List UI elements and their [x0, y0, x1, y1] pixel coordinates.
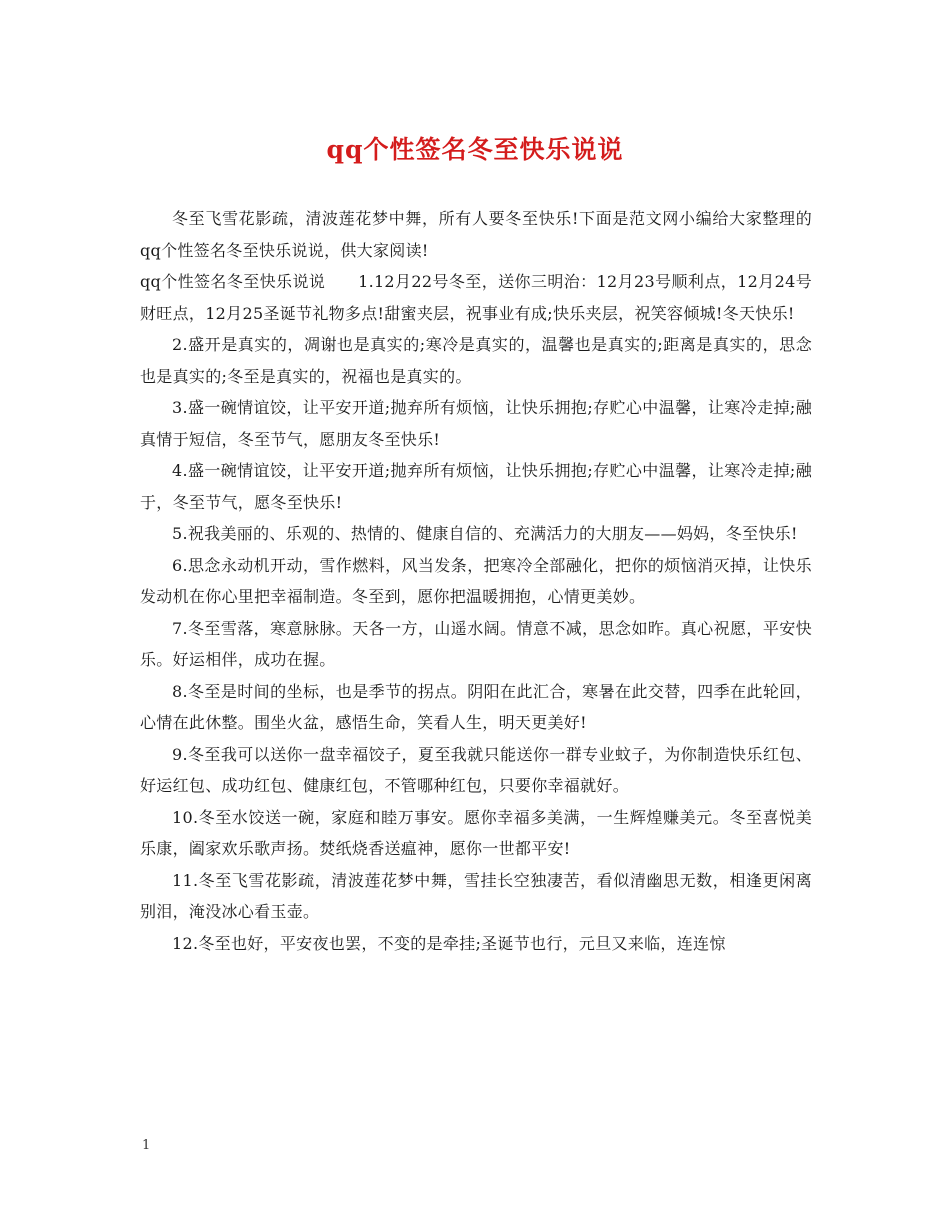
list-item: 3.盛一碗情谊饺，让平安开道;抛弃所有烦恼，让快乐拥抱;存贮心中温馨，让寒冷走掉;融真情于短信，冬至节气，愿朋友冬至快乐! [140, 398, 812, 449]
intro-paragraph: 冬至飞雪花影疏，清波莲花梦中舞，所有人要冬至快乐!下面是范文网小编给大家整理的qq个性签名冬至快乐说说，供大家阅读! [140, 209, 812, 260]
page-number: 1 [142, 1138, 151, 1153]
list-item: 5.祝我美丽的、乐观的、热情的、健康自信的、充满活力的大朋友——妈妈，冬至快乐! [172, 524, 798, 543]
page-title: qq个性签名冬至快乐说说 [326, 135, 624, 164]
document-body [140, 203, 812, 959]
list-item: 8.冬至是时间的坐标，也是季节的拐点。阴阳在此汇合，寒暑在此交替，四季在此轮回，心情在此休整。围坐火盆，感悟生命，笑看人生，明天更美好! [140, 681, 812, 732]
list-item: 10.冬至水饺送一碗，家庭和睦万事安。愿你幸福多美满，一生辉煌赚美元。冬至喜悦美乐康，阖家欢乐歌声扬。焚纸烧香送瘟神，愿你一世都平安! [140, 807, 812, 858]
list-item: 2.盛开是真实的，凋谢也是真实的;寒冷是真实的，温馨也是真实的;距离是真实的，思念也是真实的;冬至是真实的，祝福也是真实的。 [140, 335, 812, 386]
list-item: 6.思念永动机开动，雪作燃料，风当发条，把寒冷全部融化，把你的烦恼消灭掉，让快乐发动机在你心里把幸福制造。冬至到，愿你把温暖拥抱，心情更美妙。 [140, 555, 812, 606]
list-item: 11.冬至飞雪花影疏，清波莲花梦中舞，雪挂长空独凄苦，看似清幽思无数，相逢更闲离别泪，淹没冰心看玉壶。 [140, 870, 812, 921]
list-item: 9.冬至我可以送你一盘幸福饺子，夏至我就只能送你一群专业蚊子，为你制造快乐红包、好运红包、成功红包、健康红包，不管哪种红包，只要你幸福就好。 [140, 744, 812, 795]
list-item: 7.冬至雪落，寒意脉脉。天各一方，山遥水阔。情意不减，思念如昨。真心祝愿，平安快乐。好运相伴，成功在握。 [140, 618, 812, 669]
list-item: qq个性签名冬至快乐说说 1.12月22号冬至，送你三明治：12月23号顺利点，12月24号财旺点，12月25圣诞节礼物多点!甜蜜夹层，祝事业有成;快乐夹层，祝笑容倾城!冬天快乐! [140, 272, 812, 323]
list-item: 12.冬至也好，平安夜也罢，不变的是牵挂;圣诞节也行，元旦又来临，连连惊 [172, 933, 726, 953]
list-item: 4.盛一碗情谊饺，让平安开道;抛弃所有烦恼，让快乐拥抱;存贮心中温馨，让寒冷走掉;融于，冬至节气，愿冬至快乐! [140, 461, 812, 512]
